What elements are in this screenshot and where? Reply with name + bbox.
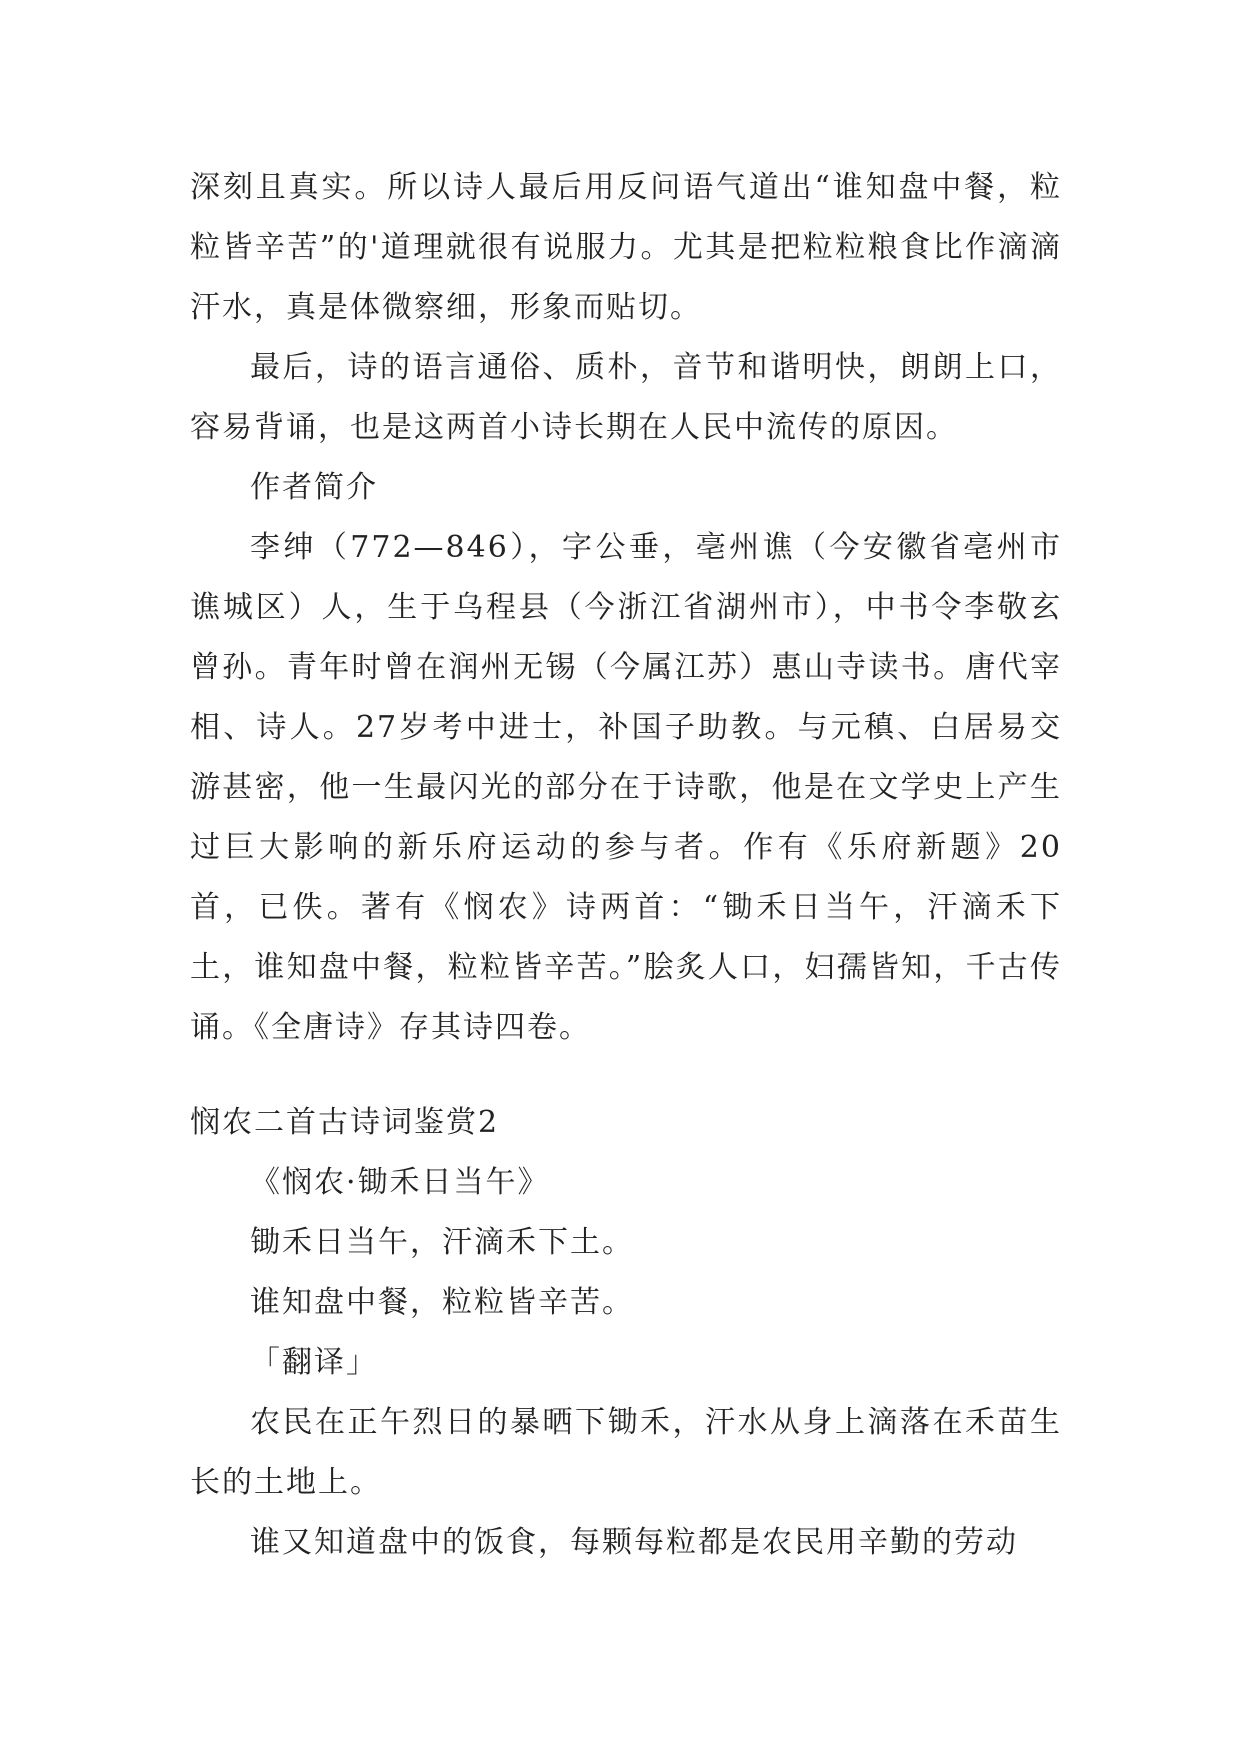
poem-line: 锄禾日当午，汗滴禾下土。 — [250, 1225, 634, 1260]
author-bio-paragraph: 李绅（772—846），字公垂，亳州谯（今安徽省亳州市谯城区）人，生于乌程县（今浙江省湖州市），中书令李敬玄曾孙。青年时曾在润州无锡（今属江苏）惠山寺读书。唐代宰相、诗人。27岁考中进士，补国子助教。与元稹、白居易交游甚密，他一生最闪光的部分在于诗歌，他是在文学史上产生过巨大影响的新乐府运动的参与者。作有《乐府新题》20首，已佚。著有《悯农》诗两首：“锄禾日当午，汗滴禾下土，谁知盘中餐，粒粒皆辛苦。”脍炙人口，妇孺皆知，千古传诵。《全唐诗》存其诗四卷。 — [190, 530, 1062, 1045]
translation-paragraph: 农民在正午烈日的暴晒下锄禾，汗水从身上滴落在禾苗生长的土地上。 — [190, 1405, 1062, 1500]
analysis-section — [190, 158, 1062, 1058]
author-intro-heading: 作者简介 — [250, 470, 378, 505]
poem-title: 《悯农·锄禾日当午》 — [250, 1165, 550, 1200]
language-paragraph: 最后，诗的语言通俗、质朴，音节和谐明快，朗朗上口，容易背诵，也是这两首小诗长期在人民中流传的原因。 — [190, 350, 1062, 445]
translation-paragraph: 谁又知道盘中的饭食，每颗每粒都是农民用辛勤的劳动 — [250, 1525, 1018, 1560]
appreciation-section — [190, 1093, 1062, 1573]
analysis-paragraph: 深刻且真实。所以诗人最后用反问语气道出“谁知盘中餐，粒粒皆辛苦”的'道理就很有说服力。尤其是把粒粒粮食比作滴滴汗水，真是体微察细，形象而贴切。 — [190, 170, 1062, 325]
poem-line: 谁知盘中餐，粒粒皆辛苦。 — [250, 1285, 634, 1320]
translation-label: 「翻译」 — [250, 1345, 378, 1380]
section-heading: 悯农二首古诗词鉴赏2 — [190, 1105, 500, 1140]
